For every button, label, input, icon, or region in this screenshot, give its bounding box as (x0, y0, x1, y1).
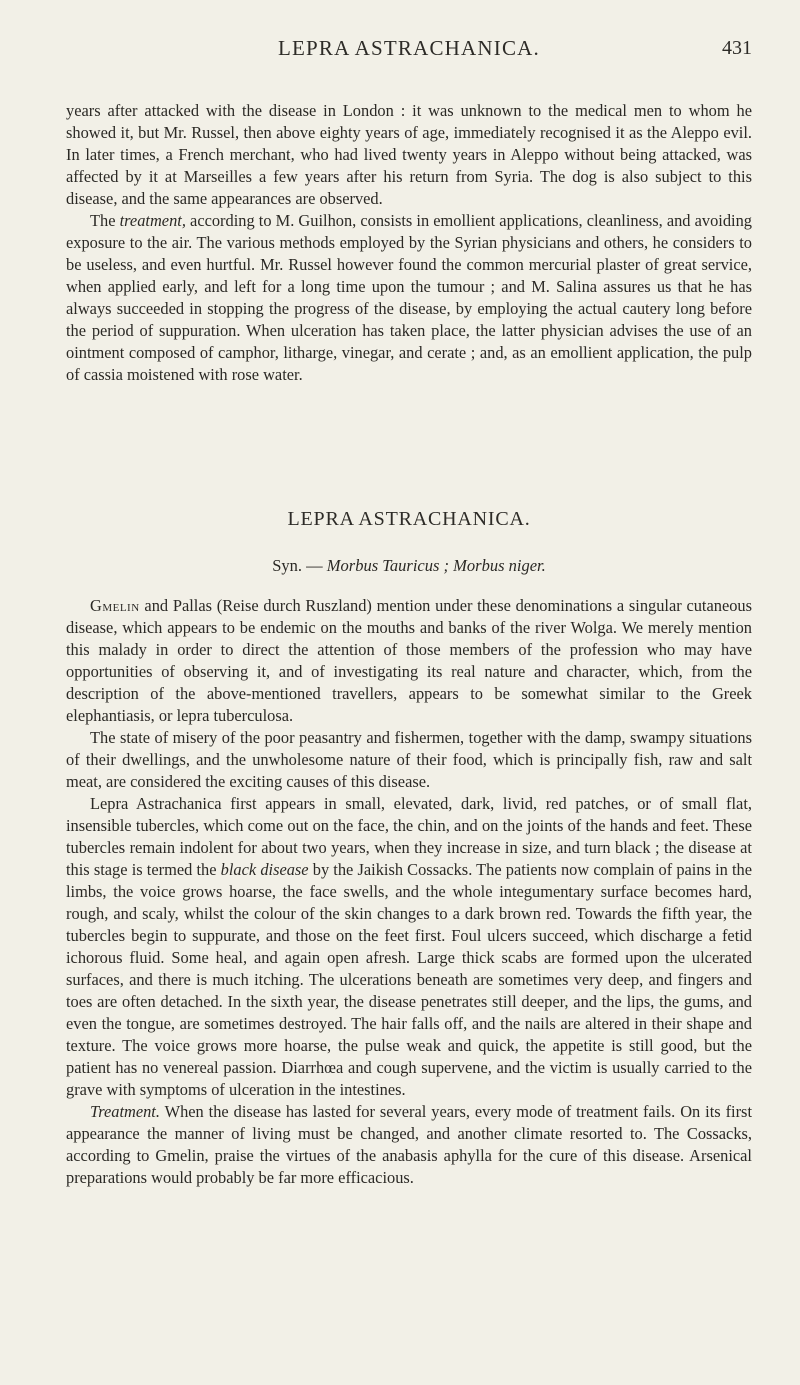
text-run: and Pallas (Reise durch Ruszland) mention under these denominations a singular cutaneous disease, which appears to be endemic on the mouths and banks of the river Wolga. We merely mention this malady in order to direct the attention of those members of the profession who may have opportunities of observing it, and of investigating its real nature and character, which, from the description of the above-mentioned travellers, appears to be somewhat similar to the Greek elephantiasis, or lepra tuberculosa. (66, 596, 752, 725)
page-number: 431 (722, 37, 752, 59)
italic-term: black disease (220, 860, 309, 879)
text-run: by the Jaikish Cossacks. The patients now complain of pains in the limbs, the voice grows hoarse, the face swells, and the whole integumentary surface becomes hard, rough, and scaly, whilst the colour of the skin changes to a dark brown red. Towards the fifth year, the tubercles begin to suppurate, and those on the feet first. Foul ulcers succeed, which discharge a fetid ichorous fluid. Some heal, and again open afresh. Large thick scabs are formed upon the ulcerated surfaces, and there is much itching. The ulcerations beneath are sometimes very deep, and fingers and toes are often detached. In the sixth year, the disease penetrates still deeper, and the lips, the gums, and even the tongue, are sometimes destroyed. The hair falls off, and the nails are altered in their shape and texture. The voice grows more hoarse, the pulse weak and quick, the appetite is still good, but the patient has no venereal passion. Diarrhœa and cough supervene, and the victim is usually carried to the grave with symptoms of ulceration in the intestines. (66, 860, 753, 1099)
italic-term: treatment, (119, 211, 186, 230)
paragraph-treatment (66, 210, 752, 386)
text-run: according to M. Guilhon, consists in emollient applications, cleanliness, and avoiding exposure to the air. The various methods employed by the Syrian physicians and others, he considers to be useless, and even hurtful. Mr. Russel however found the common mercurial plaster of great service, when applied early, and left for a long time upon the tumour ; and M. Salina assures us that he has always succeeded in stopping the progress of the disease, by employing the actual cautery long before the period of suppuration. When ulceration has taken place, the latter physician advises the use of an ointment composed of camphor, litharge, vinegar, and cerate ; and, as an emollient application, the pulp of cassia moistened with rose water. (66, 211, 752, 384)
paragraph-intro (66, 595, 752, 727)
paragraph-causes: The state of misery of the poor peasantry and fishermen, together with the damp, swampy situations of their dwellings, and the unwholesome nature of their food, which is principally fish, raw and salt meat, are considered the exciting causes of this disease. (66, 728, 752, 791)
synonym-2: Morbus niger. (453, 556, 546, 575)
paragraph-treatment-lepra (66, 1101, 752, 1189)
author-name: Gmelin (90, 596, 140, 615)
italic-term: Treatment. (90, 1102, 160, 1121)
paragraph: years after attacked with the disease in London : it was unknown to the medical men to whom he showed it, but Mr. Russel, then above eighty years of age, immediately recognised it as the Aleppo evil. In later times, a French merchant, who had lived twenty years in Aleppo without being attacked, was affected by it at Marseilles a few years after his return from Syria. The dog is also subject to this disease, and the same appearances are observed. (66, 101, 752, 208)
paragraph-symptoms (66, 793, 752, 1101)
text-run: The (90, 211, 120, 230)
section-heading: LEPRA ASTRACHANICA. (287, 508, 531, 530)
running-head (66, 36, 752, 66)
synonym-1: Morbus Tauricus ; (326, 556, 450, 575)
text-run: Lepra Astrachanica first appears in small, elevated, dark, livid, red patches, or of small flat, insensible tubercles, which come out on the face, the chin, and on the joints of the hands and feet. These tubercles remain indolent for about two years, when they increase in size, and turn black ; the disease at this stage is termed the (66, 794, 752, 879)
text-run: When the disease has lasted for several years, every mode of treatment fails. On its first appearance the manner of living must be changed, and another climate resorted to. The Cossacks, according to Gmelin, praise the virtues of the anabasis aphylla for the cure of this disease. Arsenical preparations would probably be far more efficacious. (66, 1102, 752, 1187)
running-head-title: LEPRA ASTRACHANICA. (277, 36, 540, 60)
synonyms-line (66, 556, 752, 576)
continued-section-text (66, 100, 752, 386)
synonyms-label: Syn. — (272, 556, 327, 575)
section-body (66, 595, 752, 1189)
